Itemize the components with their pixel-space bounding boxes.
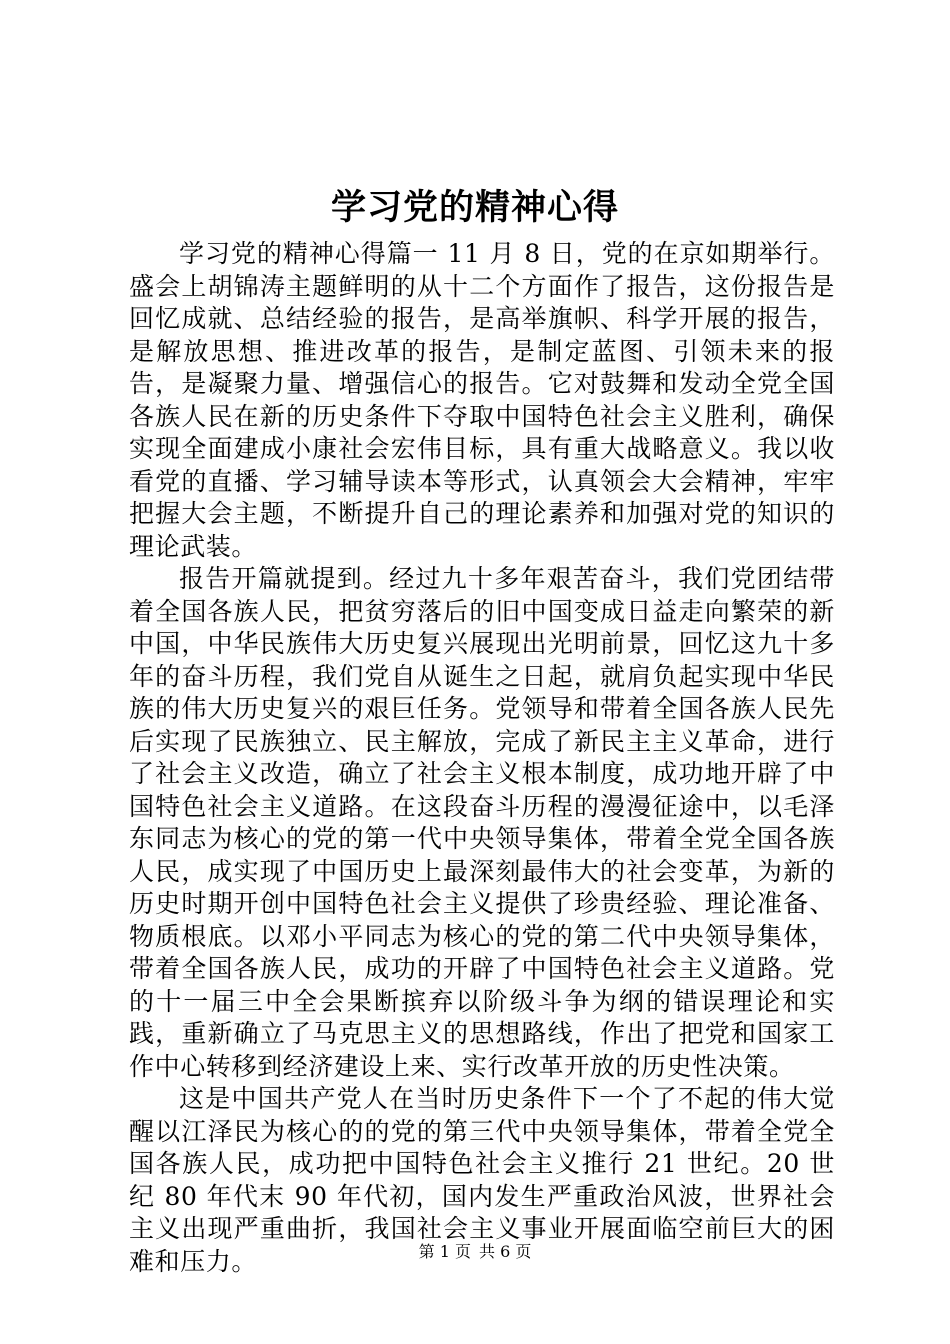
- paragraph-3: 这是中国共产党人在当时历史条件下一个了不起的伟大觉醒以江泽民为核心的的党的第三代中央领导集体，带着全党全国各族人民，成功把中国特色社会主义推行 21 世纪。20 世纪 80 年代末 90 年代初，国内发生严重政治风波，世界社会主义出现严重曲折，我国社会主义事业开展面临空前巨大的困难和压力。: [129, 1084, 835, 1276]
- page-footer: [0, 1241, 950, 1263]
- paragraph-1: 学习党的精神心得篇一 11 月 8 日，党的在京如期举行。盛会上胡锦涛主题鲜明的从十二个方面作了报告，这份报告是回忆成就、总结经验的报告，是高举旗帜、科学开展的报告，是解放思想、推进改革的报告，是制定蓝图、引领未来的报告，是凝聚力量、增强信心的报告。它对鼓舞和发动全党全国各族人民在新的历史条件下夺取中国特色社会主义胜利，确保实现全面建成小康社会宏伟目标，具有重大战略意义。我以收看党的直播、学习辅导读本等形式，认真领会大会精神，牢牢把握大会主题，不断提升自己的理论素养和加强对党的知识的理论武装。: [129, 239, 835, 561]
- document-body: [129, 238, 835, 1278]
- page-total: 共 6 页: [479, 1242, 532, 1261]
- document-title: 学习党的精神心得: [330, 187, 619, 228]
- page-number: 第 1 页: [418, 1242, 471, 1261]
- paragraph-2: 报告开篇就提到。经过九十多年艰苦奋斗，我们党团结带着全国各族人民，把贫穷落后的旧中国变成日益走向繁荣的新中国，中华民族伟大历史复兴展现出光明前景，回忆这九十多年的奋斗历程，我们党自从诞生之日起，就肩负起实现中华民族的伟大历史复兴的艰巨任务。党领导和带着全国各族人民先后实现了民族独立、民主解放，完成了新民主主义革命，进行了社会主义改造，确立了社会主义根本制度，成功地开辟了中国特色社会主义道路。在这段奋斗历程的漫漫征途中，以毛泽东同志为核心的党的第一代中央领导集体，带着全党全国各族人民，成实现了中国历史上最深刻最伟大的社会变革，为新的历史时期开创中国特色社会主义提供了珍贵经验、理论准备、物质根底。以邓小平同志为核心的党的第二代中央领导集体，带着全国各族人民，成功的开辟了中国特色社会主义道路。党的十一届三中全会果断摈弃以阶级斗争为纲的错误理论和实践，重新确立了马克思主义的思想路线，作出了把党和国家工作中心转移到经济建设上来、实行改革开放的历史性决策。: [129, 564, 835, 1081]
